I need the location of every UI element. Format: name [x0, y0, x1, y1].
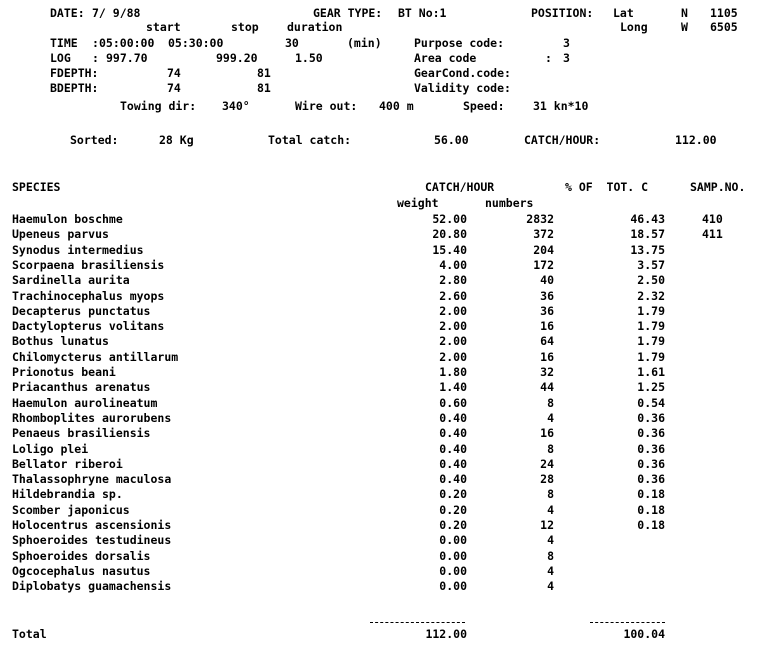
sample-number-cell: 411 — [702, 227, 723, 242]
numbers-cell: 172 — [533, 257, 554, 272]
lat-value: 1105 — [710, 6, 738, 20]
weight-subheader: weight — [397, 196, 439, 210]
long-hemisphere: W — [681, 20, 688, 34]
percent-cell: 0.36 — [637, 472, 665, 487]
speed-label: Speed: — [463, 99, 505, 113]
numbers-cell: 2832 — [526, 212, 554, 226]
numbers-cell: 32 — [540, 365, 554, 379]
weight-cell: 0.20 — [439, 518, 467, 532]
species-name: Priacanthus arenatus — [12, 380, 151, 395]
numbers-cell: 64 — [540, 334, 554, 349]
species-name: Sphoeroides testudineus — [12, 533, 172, 548]
percent-cell: 0.36 — [637, 456, 665, 471]
species-name: Bellator riberoi — [12, 456, 123, 471]
percent-cell: 0.54 — [637, 395, 665, 410]
numbers-cell: 8 — [547, 441, 554, 456]
species-name: Chilomycterus antillarum — [12, 349, 179, 364]
percent-cell: 0.36 — [637, 441, 665, 456]
weight-cell: 0.20 — [439, 487, 467, 502]
percent-cell: 2.32 — [637, 288, 665, 303]
weight-cell: 1.40 — [439, 380, 467, 395]
date-label: DATE: — [50, 6, 85, 20]
wire-out-label: Wire out: — [295, 99, 358, 113]
weight-cell: 2.00 — [439, 319, 467, 334]
percent-cell: 1.79 — [637, 349, 665, 364]
total-percent: 100.04 — [623, 627, 665, 641]
stop-column-label: stop — [231, 20, 259, 34]
species-name: Diplobatys guamachensis — [12, 579, 172, 594]
validity-code-label: Validity code: — [414, 81, 511, 95]
weight-cell: 2.60 — [439, 288, 467, 303]
weight-cell: 0.00 — [439, 563, 467, 578]
numbers-cell: 8 — [547, 395, 554, 410]
percent-cell: 13.75 — [630, 242, 665, 257]
purpose-code-label: Purpose code: — [414, 36, 505, 50]
species-name: Scorpaena brasiliensis — [12, 257, 165, 272]
species-name: Upeneus parvus — [12, 227, 109, 242]
catch-per-hour-value: 112.00 — [675, 133, 717, 147]
percent-cell: 18.57 — [630, 227, 665, 242]
numbers-subheader: numbers — [485, 196, 534, 210]
percent-cell: 0.36 — [637, 410, 665, 425]
time-label: TIME — [50, 36, 78, 50]
species-name: Dactylopterus volitans — [12, 319, 165, 334]
percent-cell: 1.61 — [637, 365, 665, 379]
towing-dir-value: 340° — [222, 99, 250, 113]
species-name: Sphoeroides dorsalis — [12, 548, 151, 563]
lat-hemisphere: N — [681, 6, 688, 20]
species-name: Hildebrandia sp. — [12, 487, 123, 502]
duration-column-label: duration — [287, 20, 343, 34]
species-name: Synodus intermedius — [12, 242, 144, 257]
numbers-cell: 24 — [540, 456, 554, 471]
species-name: Prionotus beani — [12, 365, 116, 379]
species-name: Trachinocephalus myops — [12, 288, 165, 303]
sample-number-column-header: SAMP.NO. — [690, 180, 746, 194]
catch-per-hour-label: CATCH/HOUR: — [524, 133, 601, 147]
numbers-cell: 4 — [547, 410, 554, 425]
numbers-cell: 4 — [547, 563, 554, 578]
sorted-value: 28 Kg — [159, 133, 194, 147]
fdepth-stop: 81 — [257, 66, 271, 80]
weight-cell: 20.80 — [432, 227, 467, 242]
weight-cell: 15.40 — [432, 242, 467, 257]
weight-cell: 2.00 — [439, 334, 467, 349]
weight-cell: 0.40 — [439, 441, 467, 456]
weight-cell: 4.00 — [439, 257, 467, 272]
sorted-label: Sorted: — [70, 133, 119, 147]
numbers-cell: 204 — [533, 242, 554, 257]
species-name: Loligo plei — [12, 441, 89, 456]
time-unit: (min) — [347, 36, 382, 50]
gear-type-label: GEAR TYPE: — [313, 6, 383, 20]
percent-cell: 0.18 — [637, 502, 665, 517]
weight-cell: 2.00 — [439, 303, 467, 318]
bdepth-label: BDEPTH: — [50, 81, 99, 95]
log-duration: 1.50 — [295, 51, 323, 65]
area-separator: : — [545, 51, 552, 65]
weight-cell: 0.20 — [439, 502, 467, 517]
wire-out-value: 400 m — [379, 99, 414, 113]
percent-cell: 2.50 — [637, 273, 665, 288]
log-start: 997.70 — [106, 51, 148, 65]
species-name: Rhomboplites aurorubens — [12, 410, 172, 425]
position-label: POSITION: — [531, 6, 594, 20]
species-column-header: SPECIES — [12, 180, 61, 194]
percent-cell: 46.43 — [630, 212, 665, 226]
numbers-cell: 4 — [547, 579, 554, 594]
total-catch-value: 56.00 — [434, 133, 469, 147]
species-name: Ogcocephalus nasutus — [12, 563, 151, 578]
percent-cell: 3.57 — [637, 257, 665, 272]
weight-cell: 52.00 — [432, 212, 467, 226]
gearcond-code-label: GearCond.code: — [414, 66, 511, 80]
catch-per-hour-column-header: CATCH/HOUR — [425, 180, 495, 194]
bdepth-start: 74 — [167, 81, 181, 95]
area-code-label: Area code — [414, 51, 477, 65]
species-name: Penaeus brasiliensis — [12, 426, 151, 441]
numbers-cell: 40 — [540, 273, 554, 288]
weight-cell: 0.40 — [439, 426, 467, 441]
percent-total-column-header: % OF TOT. C — [565, 180, 649, 194]
numbers-cell: 44 — [540, 380, 554, 395]
long-label: Long — [620, 20, 648, 34]
numbers-cell: 16 — [540, 349, 554, 364]
fdepth-label: FDEPTH: — [50, 66, 99, 80]
time-stop: 05:30:00 — [168, 36, 224, 50]
species-name: Haemulon boschme — [12, 212, 123, 226]
numbers-cell: 28 — [540, 472, 554, 487]
numbers-cell: 16 — [540, 319, 554, 334]
percent-cell: 1.25 — [637, 380, 665, 395]
total-weight: 112.00 — [425, 627, 467, 641]
species-name: Sardinella aurita — [12, 273, 130, 288]
numbers-cell: 36 — [540, 288, 554, 303]
species-name: Decapterus punctatus — [12, 303, 151, 318]
numbers-cell: 4 — [547, 502, 554, 517]
lat-label: Lat — [613, 6, 634, 20]
percent-cell: 1.79 — [637, 334, 665, 349]
weight-cell: 0.00 — [439, 533, 467, 548]
sample-number-cell: 410 — [702, 212, 723, 226]
percent-cell: 0.18 — [637, 518, 665, 532]
numbers-cell: 12 — [540, 518, 554, 532]
bdepth-stop: 81 — [257, 81, 271, 95]
weight-total-rule — [370, 622, 465, 623]
percent-total-rule — [590, 622, 665, 623]
species-name: Haemulon aurolineatum — [12, 395, 158, 410]
percent-cell: 1.79 — [637, 319, 665, 334]
time-separator: : — [92, 36, 99, 50]
log-label: LOG — [50, 51, 71, 65]
gear-type-value: BT No:1 — [398, 6, 447, 20]
percent-cell: 1.79 — [637, 303, 665, 318]
numbers-cell: 16 — [540, 426, 554, 441]
percent-cell: 0.18 — [637, 487, 665, 502]
species-name: Bothus lunatus — [12, 334, 109, 349]
numbers-cell: 8 — [547, 548, 554, 563]
towing-dir-label: Towing dir: — [120, 99, 197, 113]
total-label: Total — [12, 627, 47, 641]
percent-cell: 0.36 — [637, 426, 665, 441]
numbers-cell: 4 — [547, 533, 554, 548]
speed-value: 31 kn*10 — [533, 99, 589, 113]
weight-cell: 0.60 — [439, 395, 467, 410]
log-separator: : — [92, 51, 99, 65]
species-name: Scomber japonicus — [12, 502, 130, 517]
weight-cell: 0.40 — [439, 456, 467, 471]
numbers-cell: 36 — [540, 303, 554, 318]
time-start: 05:00:00 — [99, 36, 155, 50]
start-column-label: start — [146, 20, 181, 34]
purpose-code-value: 3 — [563, 36, 570, 50]
weight-cell: 1.80 — [439, 365, 467, 379]
date-value: 7/ 9/88 — [92, 6, 141, 20]
weight-cell: 0.40 — [439, 410, 467, 425]
species-name: Holocentrus ascensionis — [12, 518, 172, 532]
weight-cell: 0.00 — [439, 548, 467, 563]
species-name: Thalassophryne maculosa — [12, 472, 172, 487]
weight-cell: 0.40 — [439, 472, 467, 487]
area-code-value: 3 — [563, 51, 570, 65]
weight-cell: 0.00 — [439, 579, 467, 594]
numbers-cell: 372 — [533, 227, 554, 242]
total-catch-label: Total catch: — [268, 133, 352, 147]
weight-cell: 2.00 — [439, 349, 467, 364]
long-value: 6505 — [710, 20, 738, 34]
weight-cell: 2.80 — [439, 273, 467, 288]
log-stop: 999.20 — [216, 51, 258, 65]
numbers-cell: 8 — [547, 487, 554, 502]
fdepth-start: 74 — [167, 66, 181, 80]
time-duration: 30 — [285, 36, 299, 50]
